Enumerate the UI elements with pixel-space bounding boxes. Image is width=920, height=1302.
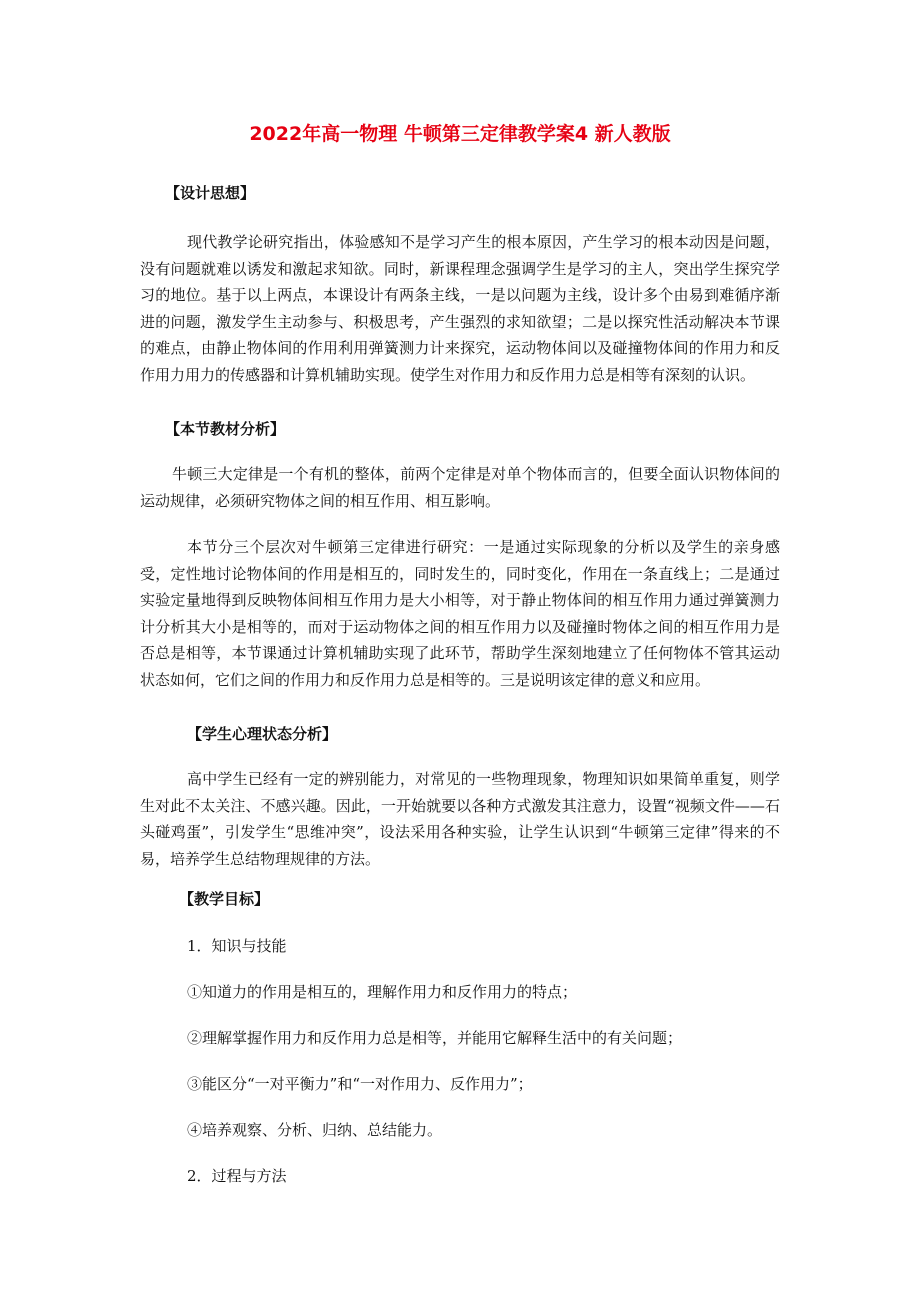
goal-item-1-title: 1．知识与技能 <box>187 937 287 955</box>
section-heading-material: 【本节教材分析】 <box>165 420 286 438</box>
goal-point-4: ④培养观察、分析、归纳、总结能力。 <box>187 1121 443 1139</box>
paragraph-material-2: 本节分三个层次对牛顿第三定律进行研究：一是通过实际现象的分析以及学生的亲身感受，定性地讨论物体间的作用是相互的，同时发生的，同时变化，作用在一条直线上；二是通过实验定量地得到反映物体间相互作用力是大小相等，对于静止物体间的相互作用力通过弹簧测力计分析其大小是相等的，而对于运动物体之间的相互作用力以及碰撞时物体之间的相互作用力是否总是相等，本节课通过计算机辅助实现了此环节，帮助学生深刻地建立了任何物体不管其运动状态如何，它们之间的作用力和反作用力总是相等的。三是说明该定律的意义和应用。 <box>140 538 780 689</box>
section-heading-psychology: 【学生心理状态分析】 <box>187 725 338 743</box>
section-heading-design: 【设计思想】 <box>165 184 256 202</box>
document-title: 2022年高一物理 牛顿第三定律教学案4 新人教版 <box>249 123 671 145</box>
goal-point-1: ①知道力的作用是相互的，理解作用力和反作用力的特点； <box>187 983 578 1001</box>
goal-item-2-title: 2．过程与方法 <box>187 1167 287 1185</box>
paragraph-psychology: 高中学生已经有一定的辨别能力，对常见的一些物理现象，物理知识如果简单重复，则学生对此不太关注、不感兴趣。因此，一开始就要以各种方式激发其注意力，设置“视频文件——石头碰鸡蛋”，引发学生“思维冲突”，设法采用各种实验，让学生认识到“牛顿第三定律”得来的不易，培养学生总结物理规律的方法。 <box>140 770 780 868</box>
goal-point-2: ②理解掌握作用力和反作用力总是相等，并能用它解释生活中的有关问题； <box>187 1029 683 1047</box>
section-heading-goals: 【教学目标】 <box>179 890 270 908</box>
paragraph-material-1: 牛顿三大定律是一个有机的整体，前两个定律是对单个物体而言的，但要全面认识物体间的运动规律，必须研究物体之间的相互作用、相互影响。 <box>140 465 780 510</box>
goal-point-3: ③能区分“一对平衡力”和“一对作用力、反作用力”； <box>187 1075 533 1093</box>
paragraph-design: 现代教学论研究指出，体验感知不是学习产生的根本原因，产生学习的根本动因是问题，没有问题就难以诱发和激起求知欲。同时，新课程理念强调学生是学习的主人，突出学生探究学习的地位。基于以上两点，本课设计有两条主线，一是以问题为主线，设计多个由易到难循序渐进的问题，激发学生主动参与、积极思考，产生强烈的求知欲望；二是以探究性活动解决本节课的难点，由静止物体间的作用利用弹簧测力计来探究，运动物体间以及碰撞物体间的作用力和反作用力用力的传感器和计算机辅助实现。使学生对作用力和反作用力总是相等有深刻的认识。 <box>140 233 780 384</box>
